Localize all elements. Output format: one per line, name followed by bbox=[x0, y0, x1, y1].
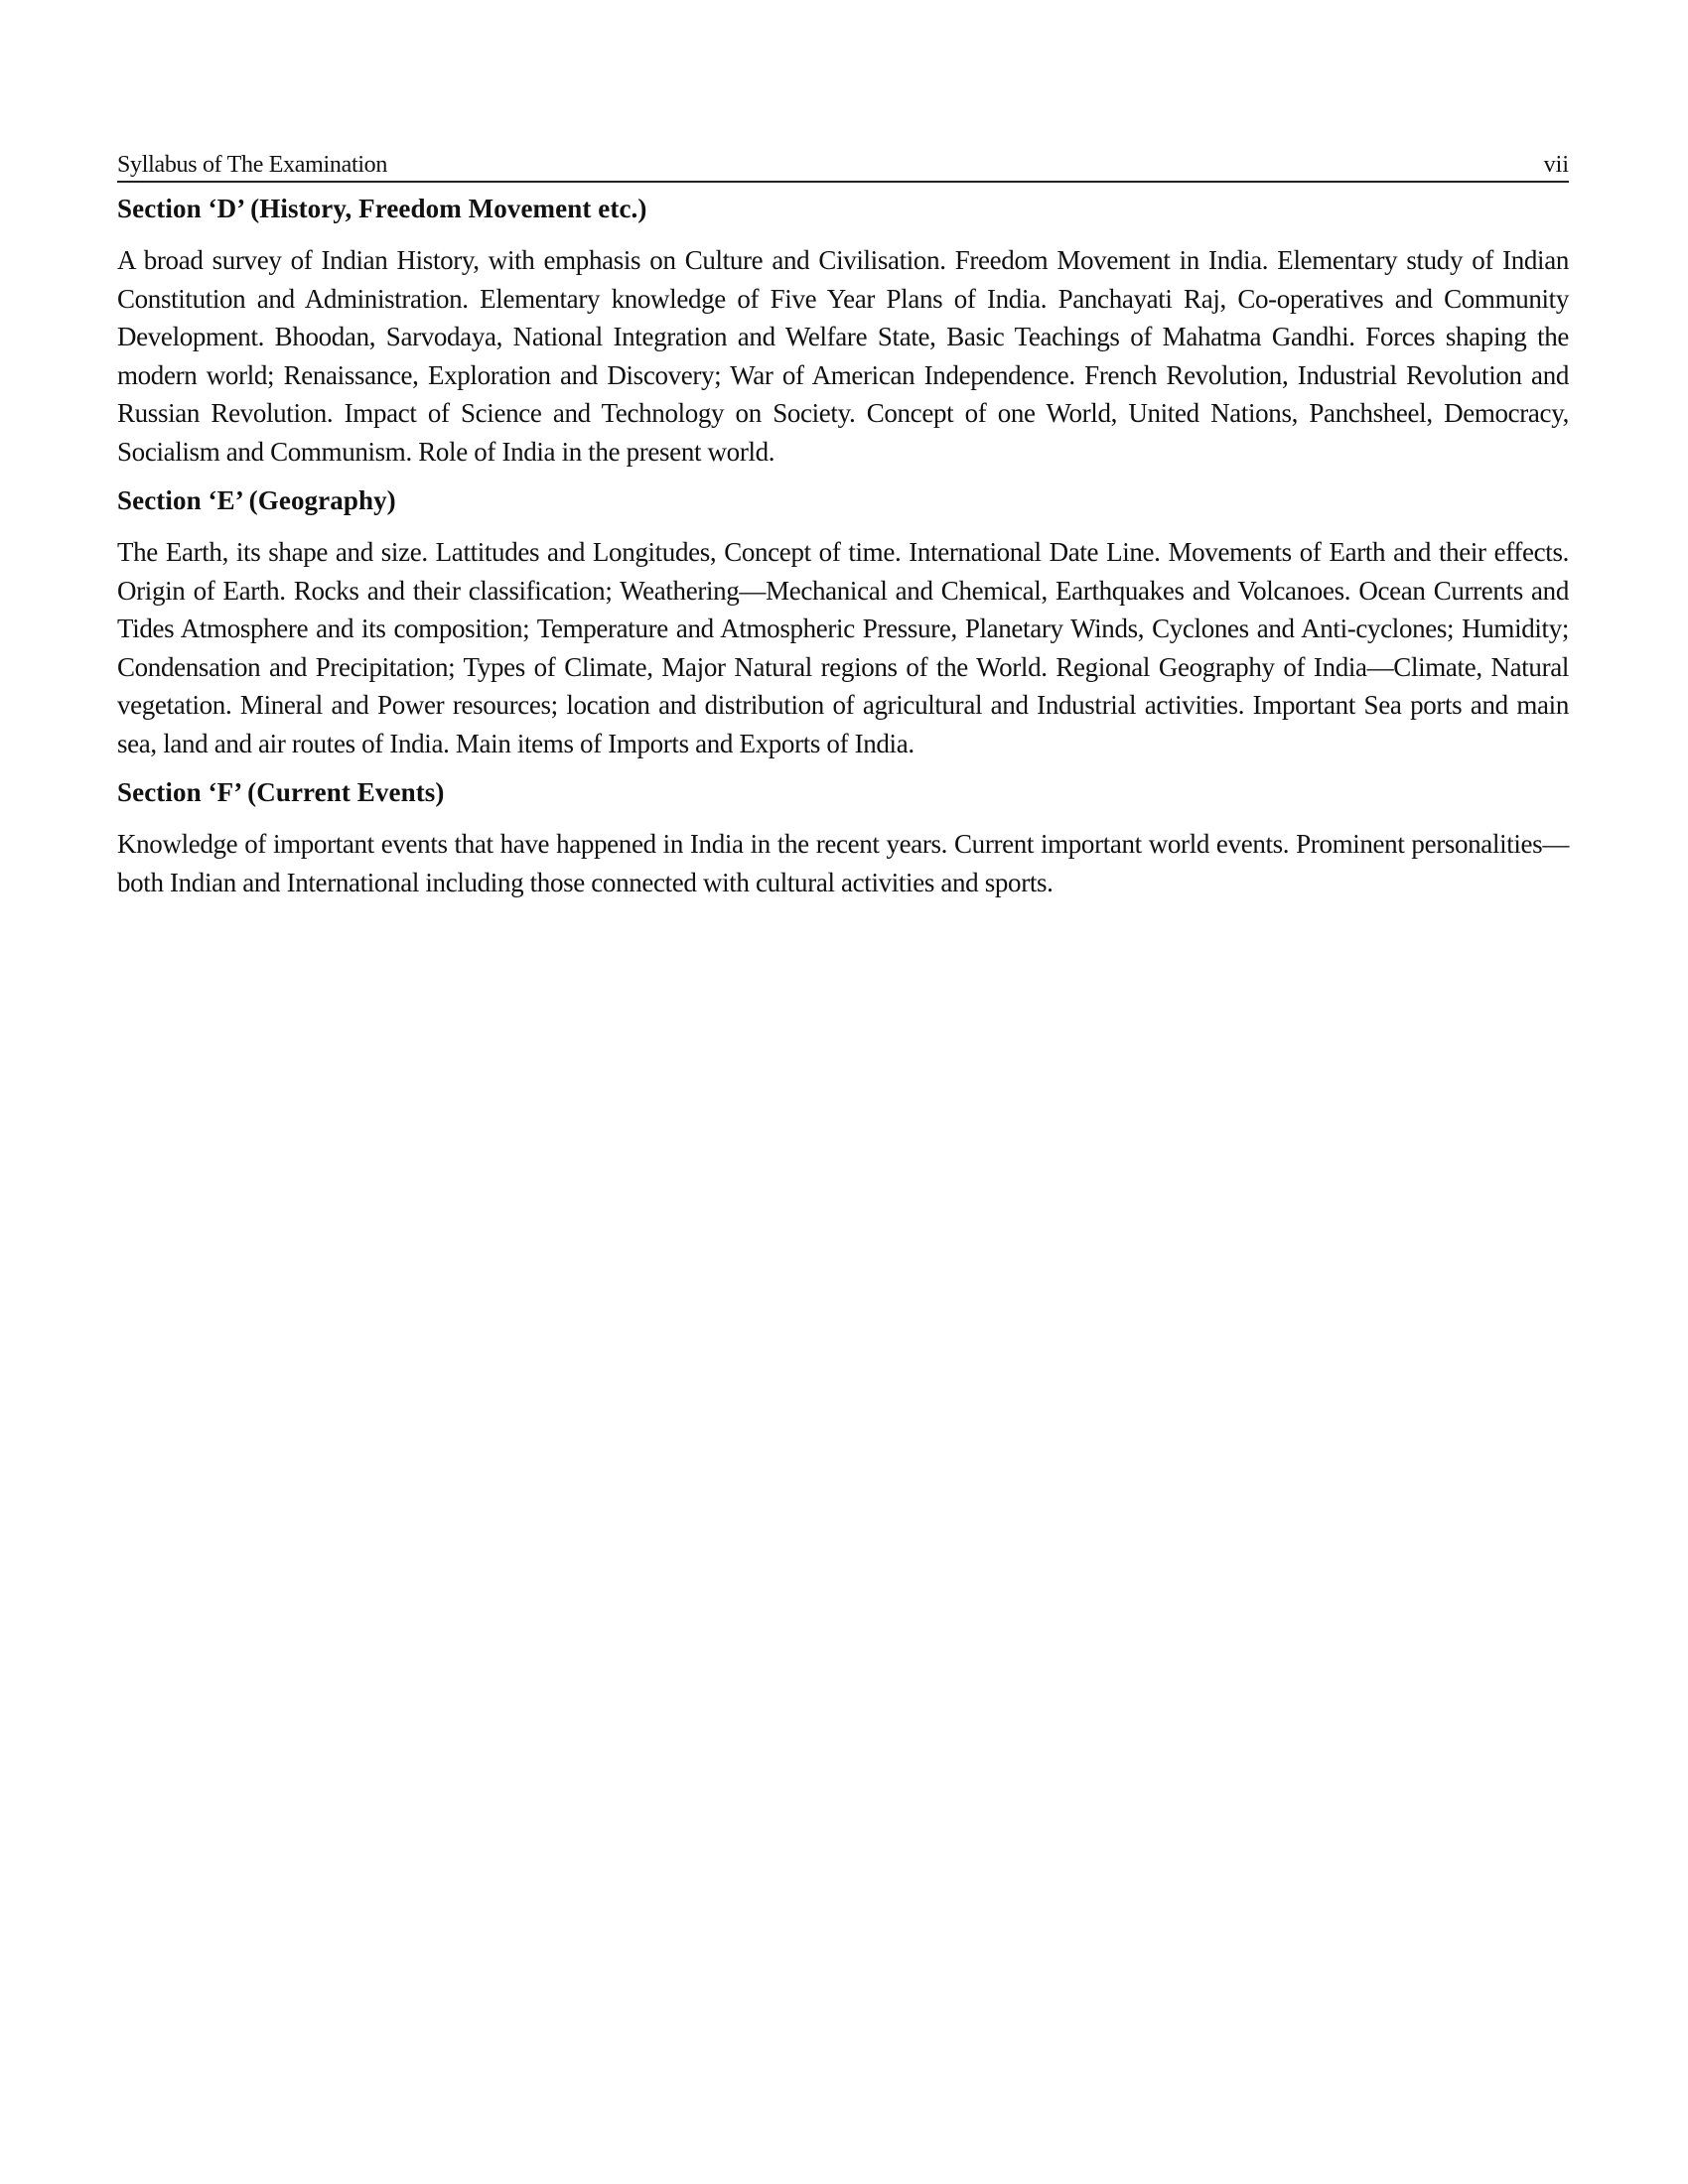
document-body bbox=[117, 189, 1569, 911]
section-f bbox=[117, 772, 1569, 901]
section-heading: Section ‘D’ (History, Freedom Movement etc.) bbox=[117, 194, 647, 223]
running-title: Syllabus of The Examination bbox=[117, 152, 388, 178]
section-heading: Section ‘E’ (Geography) bbox=[117, 485, 396, 515]
section-e bbox=[117, 480, 1569, 762]
section-paragraph: Knowledge of important events that have happened in India in the recent years. Current important world events. Prominent personalities—both Indian and International including those connected with cultural activities and sports. bbox=[117, 829, 1569, 897]
section-paragraph: A broad survey of Indian History, with emphasis on Culture and Civilisation. Freedom Movement in India. Elementary study of Indian Constitution and Administration. Elementary knowledge of Five Year Plans of India. Panchayati Raj, Co-operatives and Community Development. Bhoodan, Sarvodaya, National Integration and Welfare State, Basic Teachings of Mahatma Gandhi. Forces shaping the modern world; Renaissance, Exploration and Discovery; War of American Independence. French Revolution, Industrial Revolution and Russian Revolution. Impact of Science and Technology on Society. Concept of one World, United Nations, Panchsheel, Democracy, Socialism and Communism. Role of India in the present world. bbox=[117, 245, 1569, 467]
section-heading: Section ‘F’ (Current Events) bbox=[117, 777, 445, 807]
page-number: vii bbox=[1543, 152, 1569, 178]
section-paragraph: The Earth, its shape and size. Lattitudes and Longitudes, Concept of time. International Date Line. Movements of Earth and their effects. Origin of Earth. Rocks and their classification; Weathering—Mechanical and Chemical, Earthquakes and Volcanoes. Ocean Currents and Tides Atmosphere and its composition; Temperature and Atmospheric Pressure, Planetary Winds, Cyclones and Anti-cyclones; Humidity; Condensation and Precipitation; Types of Climate, Major Natural regions of the World. Regional Geography of India—Climate, Natural vegetation. Mineral and Power resources; location and distribution of agricultural and Industrial activities. Important Sea ports and main sea, land and air routes of India. Main items of Imports and Exports of India. bbox=[117, 537, 1569, 758]
page-header bbox=[117, 149, 1569, 183]
section-d bbox=[117, 189, 1569, 471]
